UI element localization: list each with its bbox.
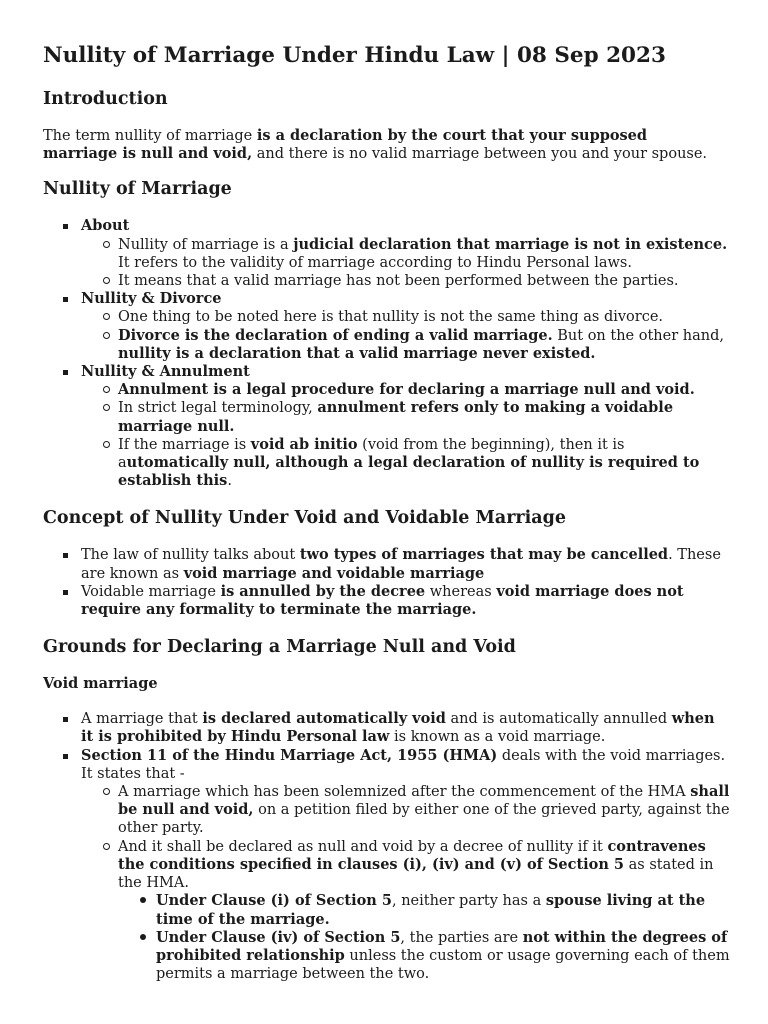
text: If the marriage is (118, 436, 251, 453)
text: on a petition filed by either one of the grieved party, against the other party. (118, 802, 730, 837)
bold-text: contravenes the conditions specified in clauses (i), (iv) and (v) of Section 5 (118, 837, 706, 873)
heading-nullity-of-marriage: Nullity of Marriage (43, 179, 232, 200)
list-item (118, 783, 730, 838)
text: The law of nullity talks about (81, 547, 300, 564)
intro-text: The term nullity of marriage (43, 128, 257, 144)
list-item-nullity-annulment (81, 363, 730, 490)
heading-concept-of-nullity: Concept of Nullity Under Void and Voidable Marriage (43, 508, 566, 529)
heading-grounds: Grounds for Declaring a Marriage Null and Void (43, 637, 516, 658)
bold-text: is annulled by the decree (220, 582, 426, 600)
intro-paragraph (43, 127, 723, 163)
intro-text-end: and there is no valid marriage between you and your spouse. (252, 146, 708, 163)
text: A marriage which has been solemnized after the commencement of the HMA (118, 784, 691, 801)
text: and is automatically annulled (445, 711, 672, 728)
text: Voidable marriage (81, 583, 221, 600)
bold-text: when it is prohibited by Hindu Personal law (81, 710, 715, 746)
list-item (81, 747, 730, 984)
bold-text: Section 11 of the Hindu Marriage Act, 1955 (HMA) (81, 746, 498, 764)
bold-text: void ab initio (250, 435, 358, 453)
text: as stated in the HMA. (118, 856, 714, 892)
list-item-label: Nullity & Divorce (81, 290, 222, 308)
bold-text: utomatically null, although a legal declaration of nullity is required to establish this (118, 454, 700, 490)
bold-text: judicial declaration that marriage is not in existence. (293, 235, 728, 253)
bold-text: is declared automatically void (202, 710, 446, 728)
list-item (81, 583, 730, 619)
grounds-list (43, 710, 730, 983)
list-item (81, 710, 730, 746)
sub-list (81, 381, 730, 490)
list-item (156, 892, 730, 928)
bold-text: nullity is a declaration that a valid marriage never existed. (118, 344, 596, 362)
text: , neither party has a (391, 893, 546, 910)
page-title: Nullity of Marriage Under Hindu Law | 08 Sep 2023 (43, 43, 666, 68)
intro-bold-text: is a declaration by the court that your supposed marriage is null and void, (43, 127, 648, 163)
bold-text: Under Clause (i) of Section 5 (156, 892, 392, 910)
list-item (81, 546, 730, 582)
bold-text: two types of marriages that may be cancelled (299, 546, 669, 564)
sub-sub-list (118, 892, 730, 983)
list-item (118, 838, 730, 984)
heading-introduction: Introduction (43, 89, 168, 109)
sub-list (81, 236, 730, 291)
text: . These are known as (81, 547, 721, 582)
text: It means that a valid marriage has not been performed between the parties. (118, 273, 679, 290)
text: unless the custom or usage governing each of them permits a marriage between the two. (156, 947, 730, 983)
text: . (227, 473, 232, 490)
text: deals with the void marriages. It states that - (81, 747, 726, 782)
concept-list (43, 546, 730, 619)
bold-text: not within the degrees of prohibited relationship (156, 928, 728, 964)
list-item (118, 308, 730, 326)
text: But on the other hand, (552, 327, 724, 344)
list-item (118, 272, 730, 290)
list-item (118, 399, 730, 435)
sub-list (81, 308, 730, 363)
text: A marriage that (81, 711, 203, 728)
list-item (118, 436, 730, 491)
list-item-label: Nullity & Annulment (81, 363, 250, 381)
bold-text: Annulment is a legal procedure for declaring a marriage null and void. (118, 381, 695, 399)
text: In strict legal terminology, (118, 400, 318, 417)
list-item (118, 327, 730, 363)
text: , the parties are (400, 929, 523, 946)
bold-text: shall be null and void, (118, 783, 730, 819)
list-item-about (81, 217, 730, 290)
subheading-void-marriage: Void marriage (43, 675, 158, 693)
text: It refers to the validity of marriage according to Hindu Personal laws. (118, 254, 632, 271)
bold-text: void marriage and voidable marriage (183, 564, 485, 582)
list-item-nullity-divorce (81, 290, 730, 363)
list-item (118, 381, 730, 399)
text: Nullity of marriage is a (118, 236, 294, 253)
bold-text: Divorce is the declaration of ending a valid marriage. (118, 326, 553, 344)
bold-text: spouse living at the time of the marriage. (156, 892, 706, 928)
text: And it shall be declared as null and void by a decree of nullity if it (118, 838, 608, 855)
list-item-label: About (81, 217, 130, 235)
list-item (156, 929, 730, 984)
text: One thing to be noted here is that nullity is not the same thing as divorce. (118, 309, 664, 326)
bold-text: annulment refers only to making a voidable marriage null. (118, 399, 674, 435)
text: is known as a void marriage. (389, 729, 606, 746)
list-item (118, 236, 730, 272)
bold-text: Under Clause (iv) of Section 5 (156, 928, 401, 946)
text: (void from the beginning), then it is a (118, 436, 625, 472)
nullity-list (43, 217, 730, 490)
bold-text: void marriage does not require any formality to terminate the marriage. (81, 582, 684, 619)
text: whereas (425, 583, 497, 600)
sub-list (81, 783, 730, 983)
